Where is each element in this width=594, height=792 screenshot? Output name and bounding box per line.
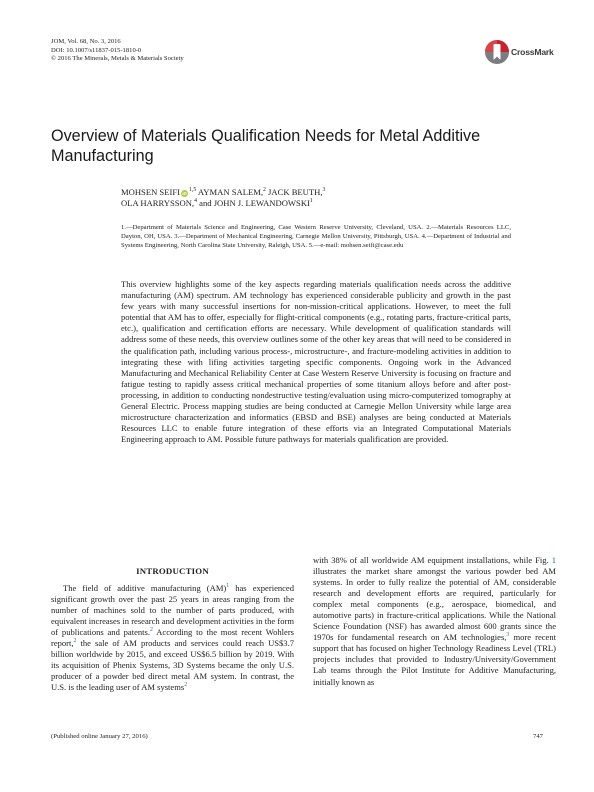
copyright-notice: © 2016 The Minerals, Metals & Materials Society [51, 55, 184, 63]
journal-citation: JOM, Vol. 68, No. 3, 2016 [51, 38, 121, 45]
journal-header [51, 38, 184, 64]
paragraph: The field of additive manufacturing (AM)$^1$ has experienced significant growth over the past 25 years in areas ranging from the number of machines sold to the number of parts produced, with equivalent increases in research and development activities in the form of publications and patents.$^2$ According to the most recent Wohlers report,$^2$ the sale of AM products and services could reach US$3.7 billion worldwide by 2015, and exceed US$6.5 billion by 2019. With its acquisition of Phenix Systems, 3D Systems became the only U.S. producer of a powder bed direct metal AM system. In contrast, the U.S. is the leading user of AM systems$^2$ [51, 583, 295, 693]
doi-link[interactable]: DOI: 10.1007/s11837-015-1810-0 [51, 46, 142, 54]
author-name: MOHSEN SEIFI [121, 187, 180, 197]
paragraph: with 38% of all worldwide AM equipment installations, while Fig. 1 illustrates the market share amongst the various powder bed AM systems. In order to fully realize the potential of AM, considerable research and development efforts are required, particularly for complex metal components (e.g., aerospace, biomedical, and automotive parts) in fracture-critical applications. While the National Science Foundation (NSF) has awarded almost 600 grants since the 1970s for fundamental research on AM technologies,$^3$ more recent support that has focused on higher Technology Readiness Level (TRL) projects includes that provided to Industry/University/Government Lab teams through the Pilot Institute for Additive Manufacturing, initially known as [313, 555, 556, 687]
citation-link[interactable]: 2 [150, 627, 153, 634]
publication-date: (Published online January 27, 2016) [51, 733, 148, 740]
affiliation-marker: 1 [309, 198, 313, 205]
body-column-left [51, 566, 294, 693]
affiliation-marker: 2 [263, 187, 266, 193]
page-number: 747 [532, 733, 543, 740]
affiliation-marker: 4 [194, 198, 197, 205]
paper-title: Overview of Materials Qualification Needs for Metal Additive Manufacturing [51, 127, 481, 165]
affiliations: 1.—Department of Materials Science and Engineering, Case Western Reserve University, Cleveland, USA. 2.—Materials Resources LLC, Dayton, OH, USA. 3.—Department of Mechanical Engineering, Carnegie Mellon University, Pittsburgh, USA. 4.—Department of Industrial and Systems Engineering, North Carolina State University, Raleigh, USA. 5.—e-mail: mohsen.seifi@case.edu [121, 224, 511, 250]
citation-link[interactable]: 2 [73, 638, 77, 645]
affiliation-marker: 3 [322, 187, 326, 193]
author-list [121, 187, 521, 210]
crossmark-badge[interactable] [484, 39, 554, 65]
author-name: and JOHN J. LEWANDOWSKI [196, 198, 310, 209]
author-name: OLA HARRYSSON, [121, 198, 195, 209]
citation-link[interactable]: 2 [184, 682, 188, 689]
abstract: This overview highlights some of the key aspects regarding materials qualification needs across the additive manufacturing (AM) spectrum. AM technology has experienced considerable publicity and growth in the past few years with many successful insertions for non-mission-critical applications. However, to meet the full potential that AM has to offer, especially for flight-critical components (e.g., rotating parts, fracture-critical parts, etc.), qualification and certification efforts are necessary. While development of qualification standards will address some of these needs, this overview outlines some of the other key areas that will need to be considered in the qualification path, including various process-, microstructure-, and fracture-modeling activities in addition to integrating these with lifing activities targeting specific components. Ongoing work in the Advanced Manufacturing and Mechanical Reliability Center at Case Western Reserve University is focusing on fracture and fatigue testing to rapidly assess critical mechanical properties of some titanium alloys before and after post-processing, in addition to conducting nondestructive testing/evaluation using micro-computerized tomography at General Electric. Process mapping studies are being conducted at Carnegie Mellon University while large area microstructure characterization and informatics (EBSD and BSE) analyses are being conducted at Materials Resources LLC to enable future integration of these efforts via an Integrated Computational Materials Engineering approach to AM. Possible future pathways for materials qualification are provided. [121, 279, 511, 445]
author-name: JACK BEUTH, [265, 187, 323, 197]
orcid-icon[interactable]: iD [182, 191, 187, 196]
affiliation-marker: 1,5 [188, 187, 197, 193]
body-column-right [313, 555, 556, 688]
figure-link[interactable]: 1 [551, 555, 556, 565]
citation-link[interactable]: 3 [506, 632, 510, 639]
crossmark-icon [484, 39, 510, 65]
crossmark-label: CrossMark [511, 47, 554, 57]
citation-link[interactable]: 1 [226, 583, 230, 589]
section-heading-introduction: INTRODUCTION [136, 566, 209, 576]
author-name: AYMAN SALEM, [196, 187, 263, 197]
